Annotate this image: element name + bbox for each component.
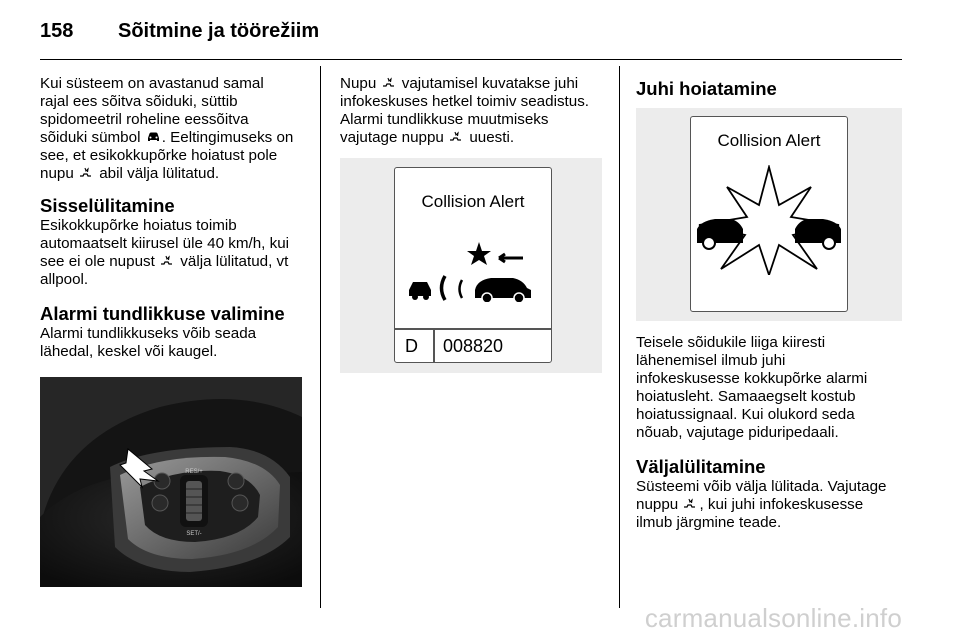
sensitivity-display-figure — [340, 158, 602, 373]
alert-title: Collision Alert — [717, 131, 821, 150]
text-fragment: see ei ole nupust — [40, 253, 160, 270]
driver-info-display — [394, 167, 552, 363]
text-line: ilmub järgmine teade. — [636, 514, 782, 531]
collision-alert-figure — [636, 108, 902, 321]
text-line: Teisele sõidukile liiga kiiresti — [636, 334, 826, 351]
section-heading-alarmi-tundlikkus: Alarmi tundlikkuse valimine — [40, 303, 285, 324]
column-divider — [619, 66, 620, 608]
text-line: lähenemisel ilmub juhi — [636, 352, 786, 369]
text-line — [340, 129, 608, 147]
page-title: Sõitmine ja töörežiim — [118, 20, 320, 42]
watermark: carmanualsonline.info — [644, 603, 902, 633]
text-fragment: abil välja lülitatud. — [95, 165, 220, 182]
section-heading-sisselulitamine: Sisselülitamine — [40, 195, 175, 216]
text-line: allpool. — [40, 271, 89, 288]
odometer-value: 008820 — [443, 336, 504, 356]
column-divider — [320, 66, 321, 608]
page-number: 158 — [40, 20, 74, 42]
text-fragment: Nupu — [340, 75, 381, 92]
text-line: hoiatusleht. Samaaegselt kostub — [636, 388, 856, 405]
text-line: Kui süsteem on avastanud samal — [40, 75, 264, 92]
sensitivity-level-icon — [407, 238, 541, 302]
text-fragment: , kui juhi infokeskusesse — [699, 496, 864, 513]
text-fragment: vajutamisel kuvatakse juhi — [397, 75, 579, 92]
header-divider — [40, 59, 902, 60]
wheel-button-label: RES/+ — [185, 469, 203, 475]
text-line: Esikokkupõrke hoiatus toimib — [40, 217, 237, 234]
steering-wheel-illustration — [40, 377, 302, 587]
text-line: Alarmi tundlikkuseks võib seada — [40, 325, 257, 342]
collision-alert-button-icon — [160, 255, 175, 267]
collision-alert-button-icon — [79, 167, 94, 179]
text-line — [636, 496, 906, 514]
section-heading-valjalulitamine: Väljalülitamine — [636, 456, 766, 477]
text-fragment: . Eeltingimuseks on — [161, 129, 294, 146]
text-fragment: nupu — [40, 165, 79, 182]
column-3-body — [636, 334, 906, 532]
text-line: rajal ees sõitva sõiduki, süttib — [40, 93, 238, 110]
collision-alert-button-icon — [382, 77, 397, 89]
text-line: nõuab, vajutage piduripedaali. — [636, 424, 839, 441]
vehicle-ahead-icon — [146, 131, 161, 143]
text-line: spidomeetril roheline eessõitva — [40, 111, 249, 128]
text-line: automaatselt kiirusel üle 40 km/h, kui — [40, 235, 290, 252]
text-line: Süsteemi võib välja lülitada. Vajutage — [636, 478, 887, 495]
text-line: hoiatussignaal. Kui olukord seda — [636, 406, 855, 423]
text-line — [340, 75, 608, 93]
text-line: infokeskuses hetkel toimiv seadistus. — [340, 93, 590, 110]
text-line: infokeskusesse kokkupõrke alarmi — [636, 370, 868, 387]
collision-burst-icon — [693, 165, 845, 275]
text-line — [40, 253, 306, 271]
text-fragment: nuppu — [636, 496, 683, 513]
text-fragment: uuesti. — [465, 129, 515, 146]
column-2 — [340, 75, 608, 147]
collision-alert-display — [690, 116, 848, 312]
wheel-button-label: SET/- — [186, 531, 202, 537]
column-1 — [40, 75, 306, 361]
text-line: see, et esikokkupõrke hoiatust pole — [40, 147, 278, 164]
page-header — [40, 20, 319, 48]
text-line — [40, 129, 306, 147]
text-fragment: sõiduki sümbol — [40, 129, 145, 146]
section-heading-juhi-hoiatamine: Juhi hoiatamine — [636, 78, 777, 99]
text-line — [40, 165, 306, 183]
column-3 — [636, 78, 906, 100]
text-fragment: välja lülitatud, vt — [176, 253, 289, 270]
steering-wheel-photo — [40, 377, 302, 587]
display-title: Collision Alert — [421, 192, 525, 211]
text-fragment: vajutage nuppu — [340, 129, 449, 146]
collision-alert-button-icon — [683, 498, 698, 510]
gear-indicator: D — [405, 336, 418, 356]
text-line: lähedal, keskel või kaugel. — [40, 343, 218, 360]
collision-alert-button-icon — [449, 131, 464, 143]
text-line: Alarmi tundlikkuse muutmiseks — [340, 111, 549, 128]
